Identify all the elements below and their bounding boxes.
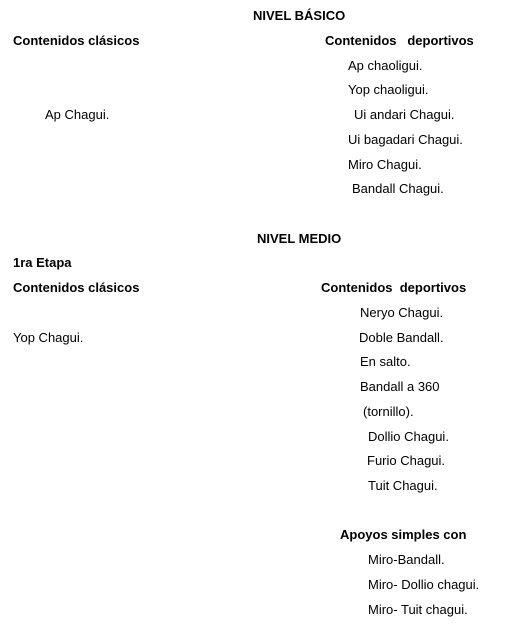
basic-sport-item: Ui andari Chagui. bbox=[354, 107, 455, 122]
basic-sport-item: Ui bagadari Chagui. bbox=[348, 132, 463, 147]
medium-sport-header: Contenidos deportivos bbox=[321, 280, 467, 295]
basic-sport-header: Contenidos deportivos bbox=[325, 33, 474, 48]
medium-sport-item: Dollio Chagui. bbox=[368, 429, 449, 444]
medium-sport-item: Neryo Chagui. bbox=[360, 305, 444, 320]
basic-sport-item: Miro Chagui. bbox=[348, 157, 422, 172]
medium-support-item: Miro- Dollio chagui. bbox=[368, 577, 480, 592]
basic-sport-item: Bandall Chagui. bbox=[352, 181, 444, 196]
medium-sport-item: (tornillo). bbox=[363, 404, 414, 419]
medium-support-item: Miro- Tuit chagui. bbox=[368, 602, 468, 617]
basic-classic-item: Ap Chagui. bbox=[45, 107, 110, 122]
basic-sport-item: Ap chaoligui. bbox=[348, 58, 423, 73]
medium-sport-item: Bandall a 360 bbox=[360, 379, 440, 394]
medium-support-item: Miro-Bandall. bbox=[368, 552, 445, 567]
basic-classic-header: Contenidos clásicos bbox=[13, 33, 140, 48]
medium-classic-header: Contenidos clásicos bbox=[13, 280, 140, 295]
basic-sport-item: Yop chaoligui. bbox=[348, 82, 429, 97]
medium-support-header: Apoyos simples con bbox=[340, 527, 467, 542]
medium-sport-item: Furio Chagui. bbox=[367, 453, 446, 468]
basic-level-heading: NIVEL BÁSICO bbox=[253, 8, 346, 23]
medium-level-heading: NIVEL MEDIO bbox=[257, 231, 342, 246]
medium-sport-item: Doble Bandall. bbox=[359, 330, 444, 345]
medium-sport-item: Tuit Chagui. bbox=[368, 478, 438, 493]
medium-stage-label: 1ra Etapa bbox=[13, 255, 72, 270]
medium-classic-item: Yop Chagui. bbox=[13, 330, 84, 345]
medium-sport-item: En salto. bbox=[360, 354, 411, 369]
